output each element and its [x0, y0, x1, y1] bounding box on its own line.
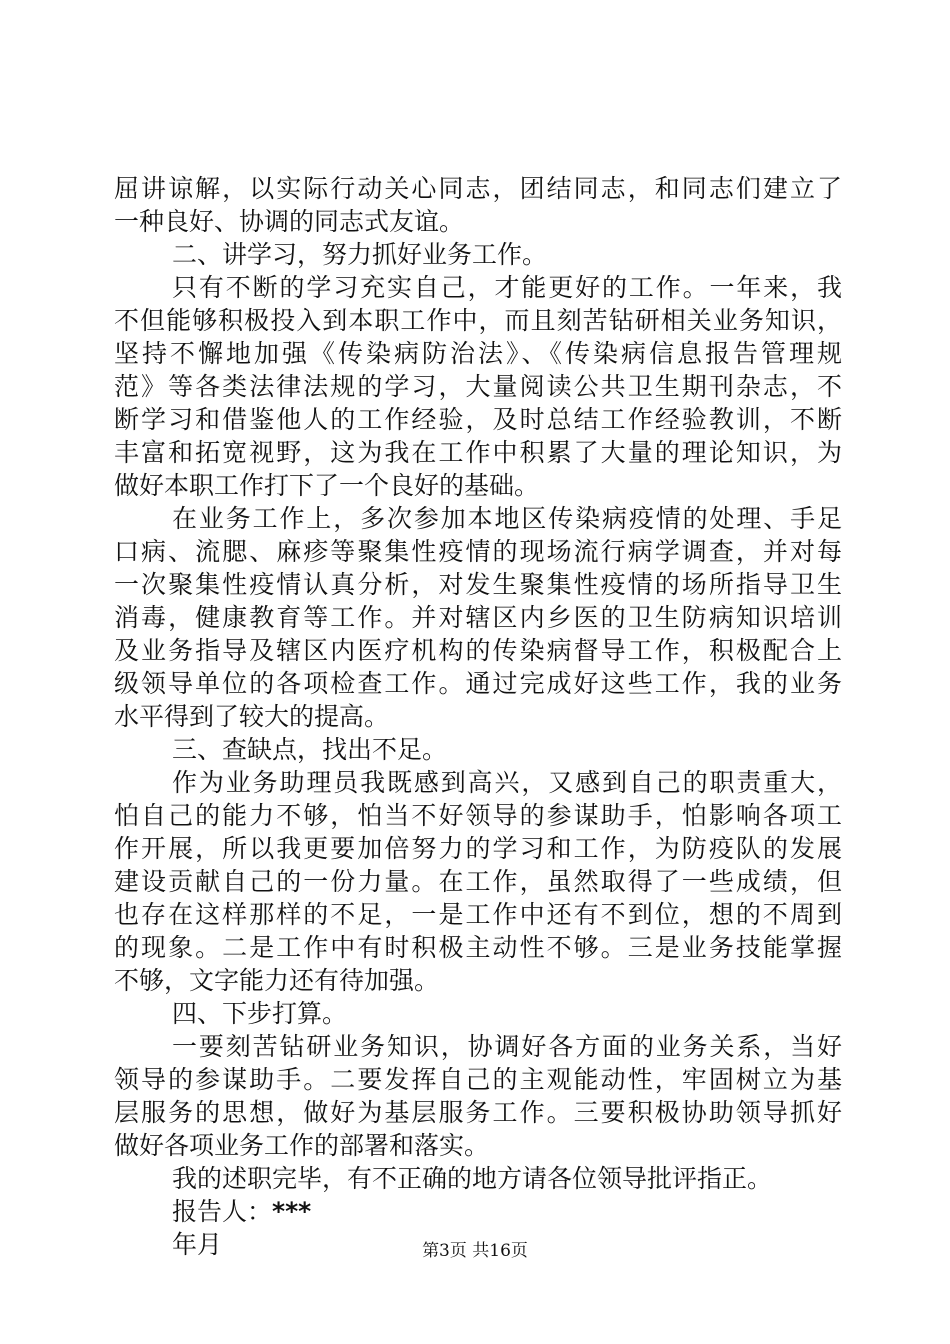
- body-text-line: 我的述职完毕，有不正确的地方请各位领导批评指正。: [172, 1164, 773, 1193]
- signature-name: ***: [272, 1197, 312, 1226]
- body-text-line: 及业务指导及辖区内医疗机构的传染病督导工作，积极配合上: [114, 636, 842, 665]
- body-text-line: 作为业务助理员我既感到高兴，又感到自己的职责重大，: [172, 768, 842, 797]
- body-text-line: 不够，文字能力还有待加强。: [114, 966, 440, 995]
- document-body: [114, 172, 842, 1261]
- body-text-line: 在业务工作上，多次参加本地区传染病疫情的处理、手足: [172, 504, 842, 533]
- body-text-line: 层服务的思想，做好为基层服务工作。三要积极协助领导抓好: [114, 1098, 842, 1127]
- body-text-line: 三、查缺点，找出不足。: [172, 735, 448, 764]
- date-line: 年月: [172, 1230, 223, 1259]
- body-text-line: 消毒，健康教育等工作。并对辖区内乡医的卫生防病知识培训: [114, 603, 842, 632]
- body-text-line: 作开展，所以我更要加倍努力的学习和工作，为防疫队的发展: [114, 834, 842, 863]
- signature-line: [114, 1195, 842, 1228]
- signature-label: 报告人：: [172, 1197, 273, 1226]
- body-text-line: 范》等各类法律法规的学习，大量阅读公共卫生期刊杂志，不: [114, 372, 842, 401]
- body-text-line: 怕自己的能力不够，怕当不好领导的参谋助手，怕影响各项工: [114, 801, 842, 830]
- page-number-label: 第3页 共16页: [422, 1241, 528, 1261]
- body-text-line: 坚持不懈地加强《传染病防治法》、《传染病信息报告管理规: [114, 339, 842, 368]
- body-text-line: 不但能够积极投入到本职工作中，而且刻苦钻研相关业务知识，: [114, 306, 842, 335]
- body-text-line: 一种良好、协调的同志式友谊。: [114, 207, 465, 236]
- body-text-line: 一要刻苦钻研业务知识，协调好各方面的业务关系，当好: [172, 1032, 842, 1061]
- body-text-line: 的现象。二是工作中有时积极主动性不够。三是业务技能掌握: [114, 933, 842, 962]
- body-text-line: 建设贡献自己的一份力量。在工作，虽然取得了一些成绩，但: [114, 867, 842, 896]
- body-text-line: 断学习和借鉴他人的工作经验，及时总结工作经验教训，不断: [114, 405, 842, 434]
- body-text-line: 口病、流腮、麻疹等聚集性疫情的现场流行病学调查，并对每: [114, 537, 842, 566]
- body-text-line: 水平得到了较大的提高。: [114, 702, 390, 731]
- page-footer: [0, 1240, 950, 1262]
- body-text-line: 二、讲学习，努力抓好业务工作。: [172, 240, 548, 269]
- body-text-line: 一次聚集性疫情认真分析，对发生聚集性疫情的场所指导卫生: [114, 570, 842, 599]
- body-text-line: 只有不断的学习充实自己，才能更好的工作。一年来，我: [172, 273, 842, 302]
- body-text-line: 做好本职工作打下了一个良好的基础。: [114, 471, 540, 500]
- body-text-line: 做好各项业务工作的部署和落实。: [114, 1131, 490, 1160]
- body-text-line: 也存在这样那样的不足，一是工作中还有不到位，想的不周到: [114, 900, 842, 929]
- body-text-line: 领导的参谋助手。二要发挥自己的主观能动性，牢固树立为基: [114, 1065, 842, 1094]
- body-text-line: 四、下步打算。: [172, 999, 348, 1028]
- body-text-line: 丰富和拓宽视野，这为我在工作中积累了大量的理论知识，为: [114, 438, 842, 467]
- body-text-line: 级领导单位的各项检查工作。通过完成好这些工作，我的业务: [114, 669, 842, 698]
- body-text-line: 屈讲谅解，以实际行动关心同志，团结同志，和同志们建立了: [114, 174, 842, 203]
